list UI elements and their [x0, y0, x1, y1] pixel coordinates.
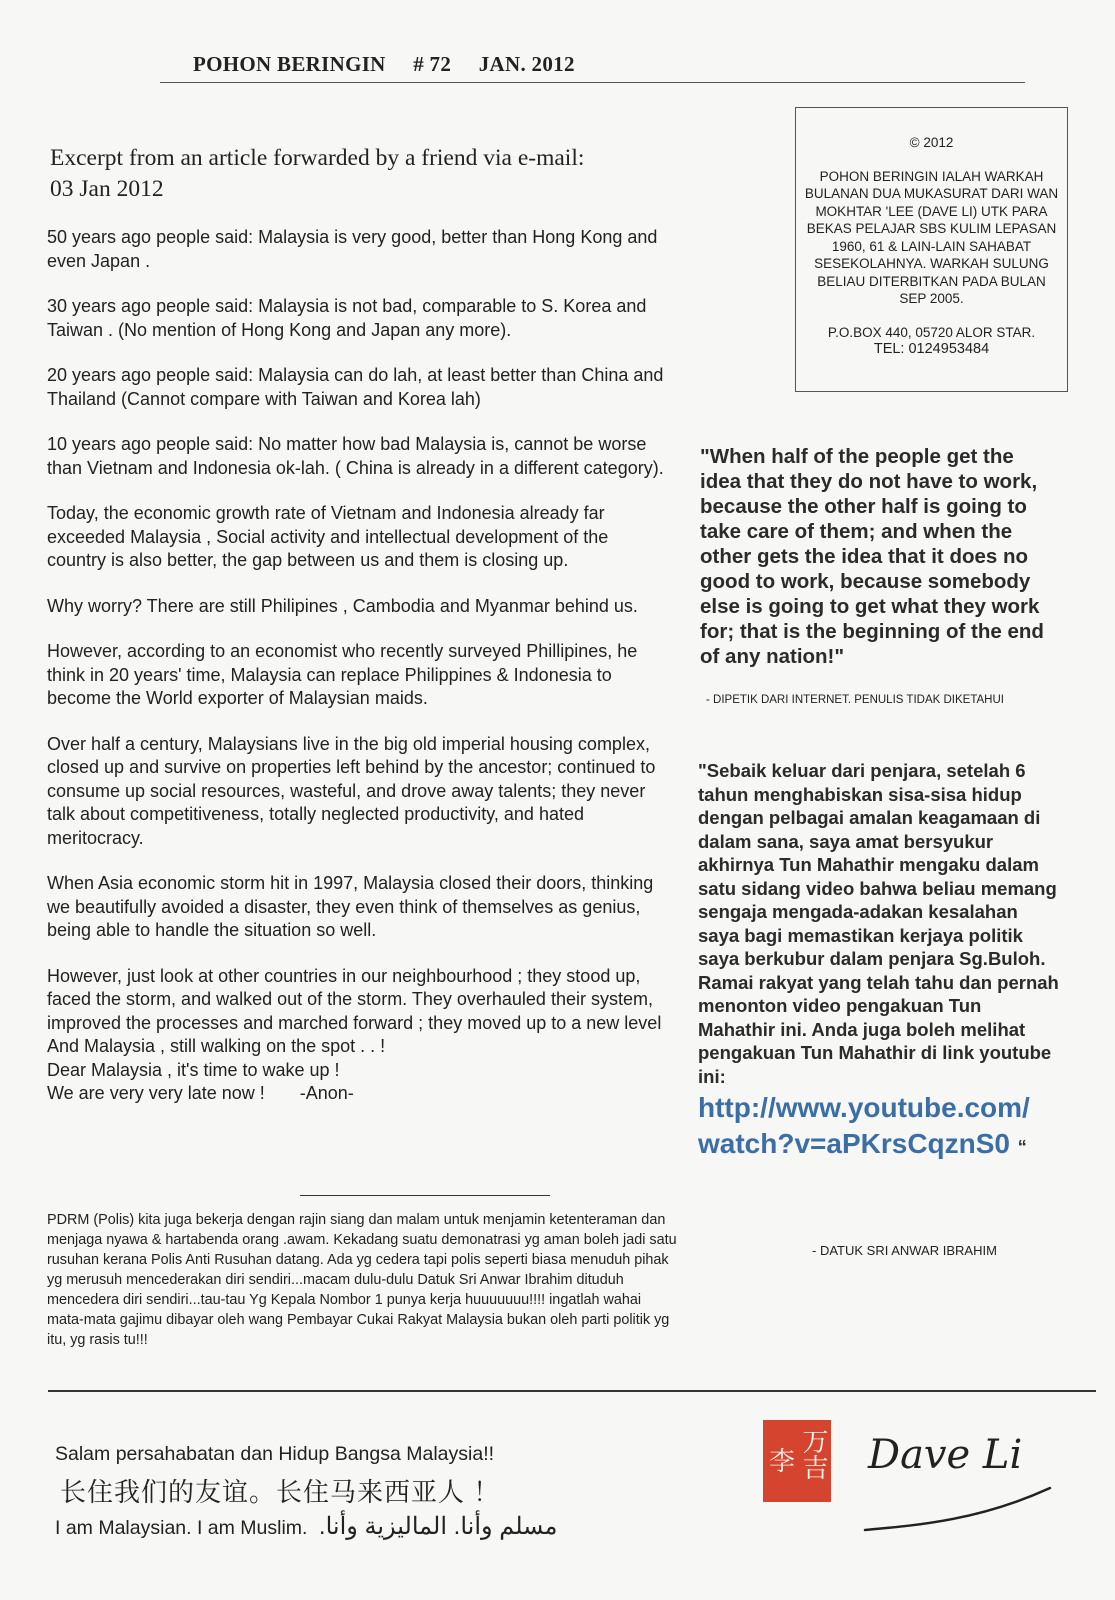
- article-paragraph: 20 years ago people said: Malaysia can do lah, at least better than China and Thailand (Cannot compare with Taiwan and Korea lah): [47, 365, 664, 409]
- issue-number: # 72: [413, 52, 452, 76]
- article-closing-line: Dear Malaysia , it's time to wake up !: [47, 1059, 340, 1080]
- youtube-link-text[interactable]: http://www.youtube.com/watch?v=aPKrsCqznS0: [698, 1092, 1030, 1159]
- quote-nation: "When half of the people get the idea that they do not have to work, because the other half is going to take care of them; and when the other gets the idea that it does no good to work, because somebody else is going to get what they work for; that is the beginning of the end of any nation!": [700, 445, 1044, 668]
- publication-name: POHON BERINGIN: [193, 52, 386, 76]
- newsletter-description: POHON BERINGIN IALAH WARKAH BULANAN DUA MUKASURAT DARI WAN MOKHTAR 'LEE (DAVE LI) UTK PARA BEKAS PELAJAR SBS KULIM LEPASAN 1960, 61 & LAIN-LAIN SAHABAT SESEKOLAHNYA. WARKAH SULUNG BELIAU DITERBITKAN PADA BULAN SEP 2005.: [804, 168, 1059, 306]
- telephone: TEL: 0124953484: [873, 341, 990, 357]
- article-closing-line-2: [47, 1082, 672, 1106]
- seal-left-character: 李: [768, 1446, 795, 1476]
- article-paragraph: Today, the economic growth rate of Vietnam and Indonesia already far exceeded Malaysia , Social activity and intellectual development of the country is also better, the gap between us and them is closing up.: [47, 503, 609, 570]
- article-last-paragraph: However, just look at other countries in our neighbourhood ; they stood up, faced the storm, and walked out of the storm. They overhauled their system, improved the processes and marched forward ; they moved up to a new level And Malaysia , still walking on the spot . . !: [47, 965, 662, 1056]
- article-body: [47, 226, 672, 1106]
- postal-address: P.O.BOX 440, 05720 ALOR STAR.: [827, 324, 1036, 340]
- article-paragraph: When Asia economic storm hit in 1997, Malaysia closed their doors, thinking we beautifully avoided a disaster, they even think of themselves as genius, being able to handle the situation so well.: [47, 873, 654, 940]
- copyright-box: [795, 107, 1068, 392]
- footer-divider: [48, 1390, 1096, 1392]
- masthead: [193, 52, 597, 77]
- article-paragraph: 10 years ago people said: No matter how bad Malaysia is, cannot be worse than Vietnam and Indonesia ok-lah. ( China is already in a different category).: [47, 434, 664, 478]
- youtube-link[interactable]: [698, 1090, 1048, 1165]
- greeting-chinese: 长住我们的友谊。长住马来西亚人 ！: [60, 1477, 501, 1507]
- issue-date: JAN. 2012: [478, 52, 575, 76]
- greeting-english-text: I am Malaysian. I am Muslim.: [55, 1517, 308, 1539]
- excerpt-date: 03 Jan 2012: [50, 176, 164, 202]
- article-paragraph: Over half a century, Malaysians live in the big old imperial housing complex, closed up and survive on properties left behind by the ancestor; continued to consume up social resources, wasteful, and drove away talents; they never talk about competitiveness, totally neglected productivity, and hated meritocracy.: [47, 733, 656, 848]
- closing-text: We are very very late now !: [47, 1083, 265, 1103]
- signature: Dave Li: [868, 1432, 1023, 1478]
- greeting-arabic: مسلم وأنا. الماليزية وأنا.: [318, 1513, 558, 1540]
- excerpt-heading: [50, 143, 670, 205]
- section-divider: [300, 1195, 550, 1196]
- excerpt-source: Excerpt from an article forwarded by a friend via e-mail:: [50, 145, 585, 171]
- article-signoff: -Anon-: [299, 1083, 354, 1103]
- copyright-notice: © 2012: [909, 135, 954, 150]
- pdrm-note: PDRM (Polis) kita juga bekerja dengan rajin siang dan malam untuk menjamin ketenteraman dan menjaga nyawa & hartabenda orang .awam. Kekadang suatu demonatrasi yg aman boleh jadi satu rusuhan kerana Polis Anti Rusuhan datang. Ada yg cedera tapi polis seperti biasa menuduh pihak yg merusuh mencederakan diri sendiri...macam dulu-dulu Datuk Sri Anwar Ibrahim dituduh mencedera diri sendiri...tau-tau Yg Kepala Nombor 1 punya kerja huuuuuuu!!!! ingatlah wahai mata-mata gajimu dibayar oleh wang Pembayar Cukai Rakyat Malaysia bukan oleh parti politik yg itu, yg rasis tu!!!: [47, 1212, 677, 1348]
- greeting-malay: Salam persahabatan dan Hidup Bangsa Malaysia!!: [55, 1443, 495, 1465]
- article-paragraph: 50 years ago people said: Malaysia is very good, better than Hong Kong and even Japan .: [47, 227, 658, 271]
- greeting-english: [55, 1512, 557, 1541]
- quote-anwar-credit: - DATUK SRI ANWAR IBRAHIM: [812, 1243, 997, 1258]
- quote-nation-credit: - DIPETIK DARI INTERNET. PENULIS TIDAK DIKETAHUI: [706, 694, 1004, 706]
- header-divider: [160, 82, 1025, 83]
- seal-right-characters: 万吉: [799, 1428, 829, 1480]
- name-seal: [763, 1420, 831, 1502]
- quote-anwar-text: "Sebaik keluar dari penjara, setelah 6 tahun menghabiskan sisa-sisa hidup dengan pelbagai amalan keagamaan di dalam sana, saya amat bersyukur akhirnya Tun Mahathir mengaku dalam satu sidang video bahwa beliau memang sengaja mengada-adakan kesalahan saya bagi memastikan kerjaya politik saya berkubur dalam penjara Sg.Buloh. Ramai rakyat yang telah tahu dan pernah menonton video pengakuan Tun Mahathir ini. Anda juga boleh melihat pengakuan Tun Mahathir di link youtube ini:: [698, 760, 1059, 1087]
- article-paragraph: Why worry? There are still Philipines , Cambodia and Myanmar behind us.: [47, 595, 638, 616]
- quote-anwar: [698, 759, 1063, 1165]
- article-paragraph: However, according to an economist who recently surveyed Phillipines, he think in 20 years' time, Malaysia can replace Philippines & Indonesia to become the World exporter of Malaysian maids.: [47, 641, 638, 708]
- quote-close-mark: “: [1017, 1137, 1027, 1157]
- article-paragraph: 30 years ago people said: Malaysia is not bad, comparable to S. Korea and Taiwan . (No mention of Hong Kong and Japan any more).: [47, 296, 647, 340]
- signature-underline: [860, 1480, 1060, 1540]
